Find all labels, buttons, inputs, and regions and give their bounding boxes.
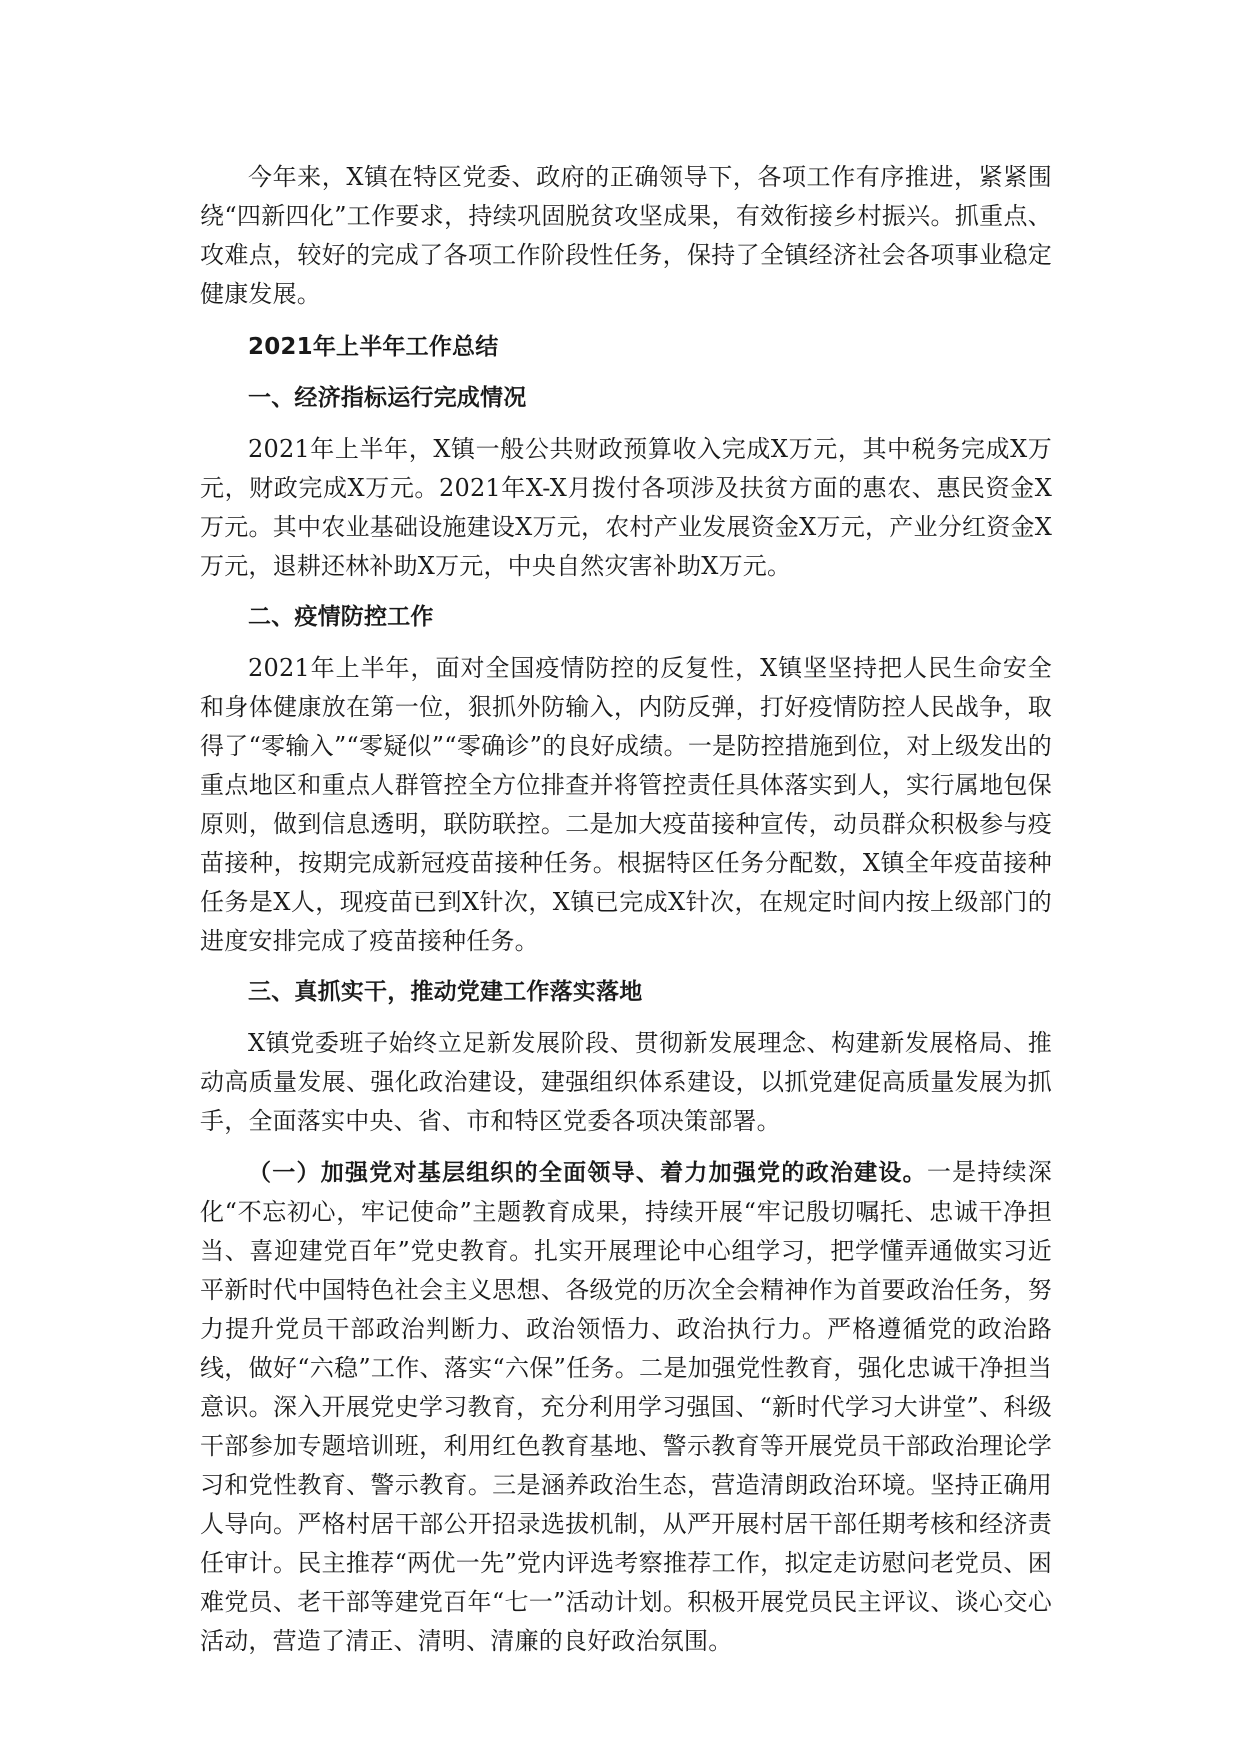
section-1-heading: 一、经济指标运行完成情况 (248, 385, 527, 411)
subsection-1-lead: （一）加强党对基层组织的全面领导、着力加强党的政治建设。 (248, 1160, 927, 1186)
subsection-1-paragraph (200, 1153, 1052, 1661)
subsection-1-body: 一是持续深化“不忘初心，牢记使命”主题教育成果，持续开展“牢记殷切嘱托、忠诚干净担当、喜迎建党百年”党史教育。扎实开展理论中心组学习，把学懂弄通做实习近平新时代中国特色社会主义思想、各级党的历次全会精神作为首要政治任务，努力提升党员干部政治判断力、政治领悟力、政治执行力。严格遵循党的政治路线，做好“六稳”工作、落实“六保”任务。二是加强党性教育，强化忠诚干净担当意识。深入开展党史学习教育，充分利用学习强国、“新时代学习大讲堂”、科级干部参加专题培训班，利用红色教育基地、警示教育等开展党员干部政治理论学习和党性教育、警示教育。三是涵养政治生态，营造清朗政治环境。坚持正确用人导向。严格村居干部公开招录选拔机制，从严开展村居干部任期考核和经济责任审计。民主推荐“两优一先”党内评选考察推荐工作，拟定走访慰问老党员、困难党员、老干部等建党百年“七一”活动计划。积极开展党员民主评议、谈心交心活动，营造了清正、清明、清廉的良好政治氛围。 (200, 1158, 1053, 1655)
section-3-heading: 三、真抓实干，推动党建工作落实落地 (248, 979, 643, 1005)
section-3-body: X镇党委班子始终立足新发展阶段、贯彻新发展理念、构建新发展格局、推动高质量发展、强化政治建设，建强组织体系建设，以抓党建促高质量发展为抓手，全面落实中央、省、市和特区党委各项决策部署。 (200, 1029, 1052, 1135)
summary-title: 2021年上半年工作总结 (248, 334, 499, 360)
section-1-body: 2021年上半年，X镇一般公共财政预算收入完成X万元，其中税务完成X万元，财政完成X万元。2021年X-X月拨付各项涉及扶贫方面的惠农、惠民资金X万元。其中农业基础设施建设X万元，农村产业发展资金X万元，产业分红资金X万元，退耕还林补助X万元，中央自然灾害补助X万元。 (200, 435, 1052, 580)
section-2-body: 2021年上半年，面对全国疫情防控的反复性，X镇坚坚持把人民生命安全和身体健康放在第一位，狠抓外防输入，内防反弹，打好疫情防控人民战争，取得了“零输入”“零疑似”“零确诊”的良好成绩。一是防控措施到位，对上级发出的重点地区和重点人群管控全方位排查并将管控责任具体落实到人，实行属地包保原则，做到信息透明，联防联控。二是加大疫苗接种宣传，动员群众积极参与疫苗接种，按期完成新冠疫苗接种任务。根据特区任务分配数，X镇全年疫苗接种任务是X人，现疫苗已到X针次，X镇已完成X针次，在规定时间内按上级部门的进度安排完成了疫苗接种任务。 (200, 654, 1052, 955)
section-2-heading: 二、疫情防控工作 (248, 604, 434, 630)
intro-paragraph: 今年来，X镇在特区党委、政府的正确领导下，各项工作有序推进，紧紧围绕“四新四化”工作要求，持续巩固脱贫攻坚成果，有效衔接乡村振兴。抓重点、攻难点，较好的完成了各项工作阶段性任务，保持了全镇经济社会各项事业稳定健康发展。 (200, 163, 1052, 308)
